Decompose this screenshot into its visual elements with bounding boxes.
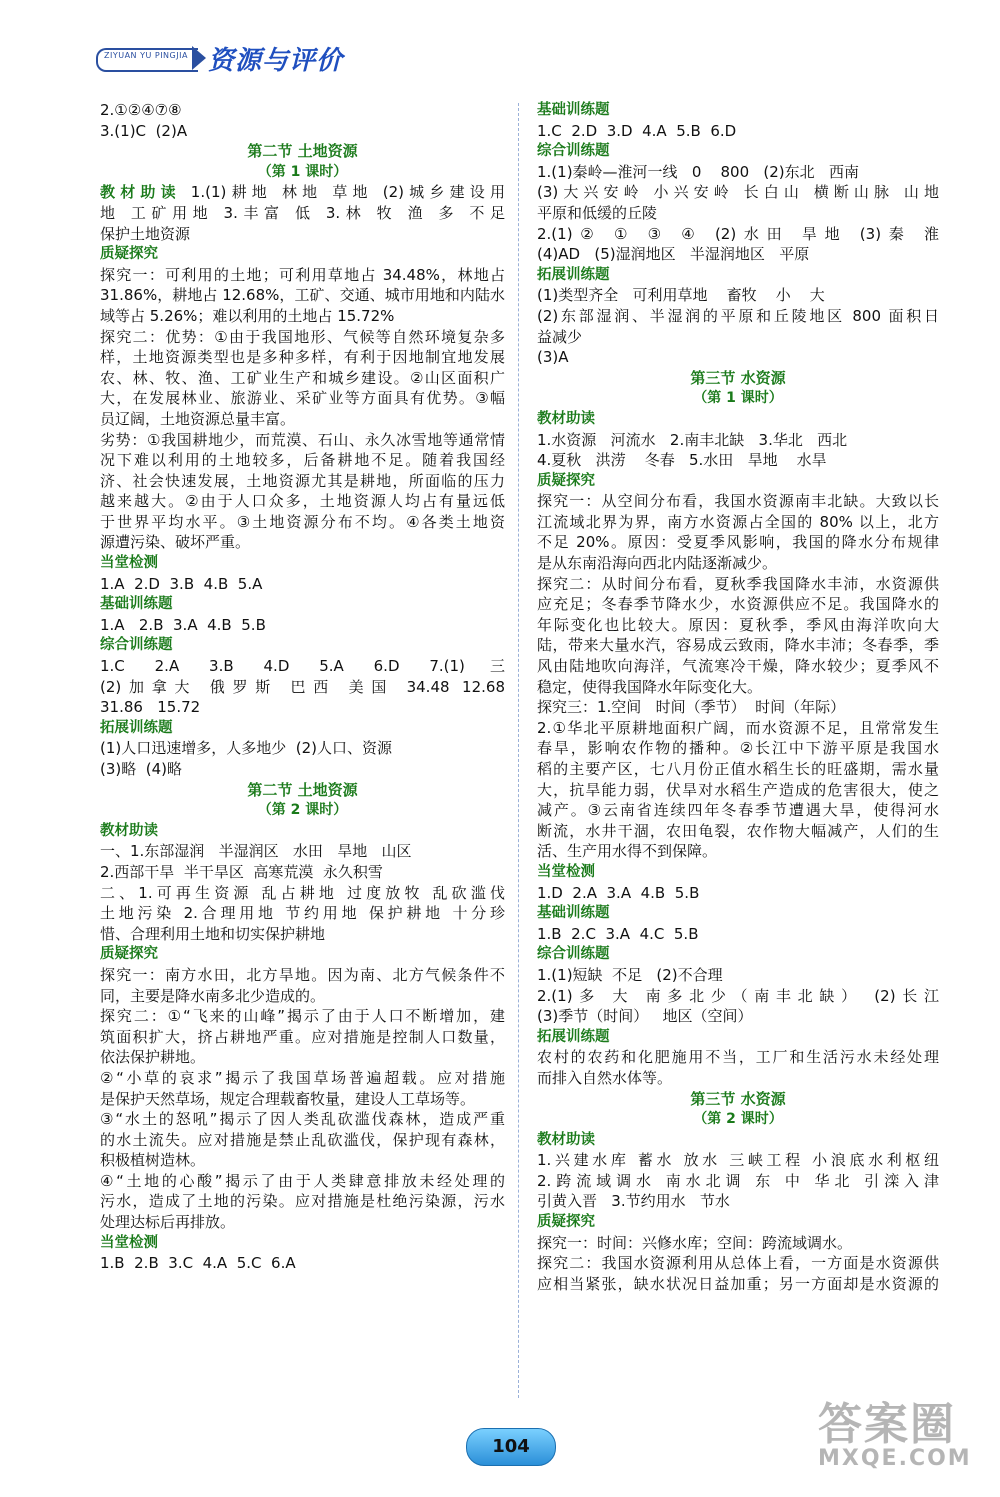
text-line: 1.A 2.D 3.B 4.B 5.A	[100, 574, 263, 593]
subsection-heading: 综合训练题	[537, 143, 610, 160]
text-line: 2.(1)多 大 南多北少（南丰北缺） (2)长江	[537, 986, 939, 1005]
text-line: (3)略 (4)略	[100, 760, 183, 778]
text-line: 济、社会快速发展，土地资源尤其是耕地，所面临的压力	[100, 471, 505, 490]
subsection-heading: 拓展训练题	[537, 266, 610, 283]
subsection-heading: 质疑探究	[537, 1214, 595, 1231]
text-line: 断流，水井干涸，农田龟裂，农作物大幅减产，人们的生	[537, 821, 939, 840]
subsection-heading: 拓展训练题	[100, 719, 173, 736]
subsection-heading: 质疑探究	[100, 946, 158, 963]
text-content: 1.(1)耕地 林地 草地 (2)城乡建设用	[180, 183, 505, 202]
text-line: 越来越大。②由于人口众多，土地资源人均占有量远低	[100, 492, 505, 511]
text-line: 的水土流失。应对措施是禁止乱砍滥伐，保护现有森林，	[100, 1130, 505, 1149]
text-line: 2.①华北平原耕地面积广阔，而水资源不足，且常常发生	[537, 718, 939, 737]
subsection-heading: 基础训练题	[537, 102, 610, 118]
subsection-heading: 教材助读	[537, 1131, 595, 1148]
header-pinyin: ZIYUAN YU PINGJIA	[104, 51, 188, 60]
text-line: 污水，造成了土地的污染。应对措施是杜绝污染源，污水	[100, 1192, 505, 1211]
text-line: 1.D 2.A 3.A 4.B 5.B	[537, 883, 700, 902]
text-line: 探究三：1.空间 时间（季节） 时间（年际）	[537, 698, 846, 717]
column-divider	[518, 103, 519, 1398]
text-line: 稻的主要产区，七八月份正值水稻生长的旺盛期，需水量	[537, 760, 939, 778]
subsection-heading: 基础训练题	[100, 596, 173, 613]
text-line: 31.86%，耕地占 12.68%，工矿、交通、城市用地和内陆水	[100, 286, 505, 305]
text-line: (4)AD (5)湿润地区 半湿润地区 平原	[537, 245, 810, 264]
text-line: 样，土地资源类型也是多种多样，有利于因地制宜地发展	[100, 348, 505, 367]
text-line: 应充足；冬春季节降水少，水资源供应不足。我国降水的	[537, 595, 939, 614]
page-header	[96, 36, 396, 80]
text-line: 陆，带来大量水汽，容易成云致雨，降水丰沛；冬春季，季	[537, 636, 939, 655]
text-line: 大，抗旱能力弱，伏旱对水稻生产造成的危害很大，使之	[537, 780, 939, 799]
right-column	[537, 100, 939, 1294]
text-line: (1)人口迅速增多，人多地少 (2)人口、资源	[100, 739, 393, 758]
text-line: 是从东南沿海向西北内陆逐渐减少。	[537, 554, 778, 573]
text-line: 31.86 15.72	[100, 698, 201, 717]
text-line: 江流域北界为界，南方水资源占全国的 80% 以上，北方	[537, 512, 939, 531]
text-line: 3.(1)C (2)A	[100, 121, 188, 140]
header-title: 资源与评价	[208, 46, 344, 76]
text-line: ③“水土的怒吼”揭示了因人类乱砍滥伐森林，造成严重	[100, 1110, 505, 1129]
text-line: 二、1.可再生资源 乱占耕地 过度放牧 乱砍滥伐	[100, 883, 505, 902]
text-line: 引黄入晋 3.节约用水 节水	[537, 1192, 730, 1211]
page-number: 104	[466, 1428, 556, 1466]
text-line: 2.跨流域调水 南水北调 东 中 华北 引滦入津	[537, 1171, 939, 1190]
text-line: 探究一：南方水田，北方旱地。因为南、北方气候条件不	[100, 965, 505, 984]
text-line: 益减少	[537, 327, 583, 346]
text-line: 于世界平均水平。③土地资源分布不均。④各类土地资	[100, 512, 505, 531]
text-line: 况下难以利用的土地较多，后备耕地不足。随着我国经	[100, 451, 505, 470]
text-line: 减产。③云南省连续四年冬春季节遭遇大旱，使得河水	[537, 801, 939, 820]
text-line: 保护土地资源	[100, 224, 191, 243]
subsection-heading: 基础训练题	[537, 905, 610, 922]
text-line: 积极植树造林。	[100, 1151, 206, 1170]
subsection-heading: 教材助读	[537, 410, 595, 427]
watermark-url: MXQE.COM	[818, 1446, 972, 1471]
text-line	[100, 182, 505, 203]
text-line: (2)加拿大 俄罗斯 巴西 美国 34.48 12.68	[100, 677, 505, 696]
text-line: 1.水资源 河流水 2.南丰北缺 3.华北 西北	[537, 430, 848, 449]
subsection-heading: 当堂检测	[100, 1234, 158, 1251]
watermark-logo	[818, 1388, 988, 1488]
text-line: 大，在发展林业、旅游业、采矿业等方面具有优势。③幅	[100, 389, 505, 408]
text-line: 4.夏秋 洪涝 冬春 5.水田 旱地 水旱	[537, 451, 827, 470]
text-line: (2)东部湿润、半湿润的平原和丘陵地区 800 面积日	[537, 306, 939, 325]
text-line: 农、林、牧、渔、工矿业生产和城乡建设。②山区面积广	[100, 368, 505, 387]
subsection-heading: 教材助读	[100, 822, 158, 839]
subsection-heading: 当堂检测	[100, 555, 158, 572]
text-line: ②“小草的哀求”揭示了我国草场普遍超载。应对措施	[100, 1068, 505, 1087]
left-column	[100, 100, 505, 1274]
text-line: 探究一：从空间分布看，我国水资源南丰北缺。大致以长	[537, 492, 939, 511]
subsection-heading: 教材助读	[100, 183, 181, 202]
text-line: 风由陆地吹向海洋，气流寒冷干燥，降水较少；夏季风不	[537, 657, 939, 676]
text-line: 活、生产用水得不到保障。	[537, 842, 718, 861]
text-line: (3)季节（时间） 地区（空间）	[537, 1007, 753, 1026]
text-line: 惜、合理利用土地和切实保护耕地	[100, 924, 326, 943]
text-line: 2.①②④⑦⑧	[100, 101, 182, 119]
section-title: 第二节 土地资源	[247, 780, 358, 799]
text-line: 探究二：从时间分布看，夏秋季我国降水丰沛，水资源供	[537, 574, 939, 593]
text-line: 1.A 2.B 3.A 4.B 5.B	[100, 615, 266, 634]
lesson-label: （第 2 课时）	[257, 802, 348, 819]
text-line: 1.(1)短缺 不足 (2)不合理	[537, 965, 723, 984]
watermark-text: 答案圈	[818, 1399, 956, 1450]
text-line: 稳定，使得我国降水年际变化大。	[537, 677, 763, 696]
text-line: 春旱，影响农作物的播种。②长江中下游平原是我国水	[537, 739, 939, 758]
text-line: (1)类型齐全 可利用草地 畜牧 小 大	[537, 286, 825, 305]
text-line: 平原和低缓的丘陵	[537, 203, 658, 222]
subsection-heading: 质疑探究	[100, 246, 158, 263]
subsection-heading: 综合训练题	[537, 946, 610, 963]
text-line: 依法保护耕地。	[100, 1048, 206, 1067]
text-line: 不足 20%。原因：受夏季风影响，我国的降水分布规律	[537, 533, 939, 552]
text-line: (3)大兴安岭 小兴安岭 长白山 横断山脉 山地	[537, 183, 939, 202]
subsection-heading: 当堂检测	[537, 863, 595, 880]
lesson-label: （第 2 课时）	[693, 1111, 783, 1128]
text-line: 是保护天然草场，规定合理载畜牧量，建设人工草场等。	[100, 1089, 476, 1108]
arrow-icon	[192, 46, 206, 70]
text-line: 劣势：①我国耕地少，而荒漠、石山、永久冰雪地等通常情	[100, 430, 505, 449]
text-line: 1.B 2.B 3.C 4.A 5.C 6.A	[100, 1254, 296, 1273]
text-line: 同，主要是降水南多北少造成的。	[100, 986, 326, 1005]
text-line: 探究一：时间：兴修水库；空间：跨流域调水。	[537, 1233, 853, 1252]
text-line: 探究二：我国水资源利用从总体上看，一方面是水资源供	[537, 1254, 939, 1273]
lesson-label: （第 1 课时）	[693, 390, 783, 407]
lesson-label: （第 1 课时）	[257, 163, 348, 180]
section-title: 第二节 土地资源	[247, 142, 358, 161]
section-title: 第三节 水资源	[690, 1089, 786, 1108]
text-line: 年际变化也比较大。原因：夏秋季，季风由海洋吹向大	[537, 615, 939, 634]
text-line: 土地污染 2.合理用地 节约用地 保护耕地 十分珍	[100, 904, 505, 923]
subsection-heading: 质疑探究	[537, 472, 595, 489]
text-line: 而排入自然水体等。	[537, 1068, 673, 1087]
text-line: ④“土地的心酸”揭示了由于人类肆意排放未经处理的	[100, 1171, 505, 1190]
text-line: 1.C 2.D 3.D 4.A 5.B 6.D	[537, 121, 737, 140]
subsection-heading: 综合训练题	[100, 637, 173, 654]
text-line: 探究二：①“飞来的山峰”揭示了由于人口不断增加，建	[100, 1007, 505, 1026]
text-line: 1.兴建水库 蓄水 放水 三峡工程 小浪底水利枢纽	[537, 1151, 939, 1170]
subsection-heading: 拓展训练题	[537, 1028, 610, 1045]
text-line: 1.C 2.A 3.B 4.D 5.A 6.D 7.(1)三	[100, 657, 505, 676]
text-line: 探究二：优势：①由于我国地形、气候等自然环境复杂多	[100, 327, 505, 346]
text-line: 员辽阔，土地资源总量丰富。	[100, 409, 296, 428]
text-line: 一、1.东部湿润 半湿润区 水田 旱地 山区	[100, 842, 412, 861]
text-line: 应相当紧张，缺水状况日益加重；另一方面却是水资源的	[537, 1274, 939, 1293]
text-line: 地 工矿用地 3.丰富 低 3.林 牧 渔 多 不足	[100, 203, 505, 222]
text-line: 2.西部干旱 半干旱区 高寒荒漠 永久积雪	[100, 862, 383, 881]
text-line: 1.B 2.C 3.A 4.C 5.B	[537, 924, 699, 943]
text-line: 2.(1)② ① ③ ④ (2)水田 旱地 (3)秦 淮	[537, 224, 939, 243]
text-line: 1.(1)秦岭—淮河一线 0 800 (2)东北 西南	[537, 162, 859, 181]
text-line: 处理达标后再排放。	[100, 1213, 236, 1232]
text-line: 农村的农药和化肥施用不当，工厂和生活污水未经处理	[537, 1048, 939, 1067]
text-line: 源遭污染、破坏严重。	[100, 533, 251, 552]
text-line: 筑面积扩大，挤占耕地严重。应对措施是控制人口数量，	[100, 1027, 505, 1046]
text-line: 探究一：可利用的土地；可利用草地占 34.48%，林地占	[100, 265, 505, 284]
text-line: 域等占 5.26%；难以利用的土地占 15.72%	[100, 306, 395, 325]
text-line: (3)A	[537, 348, 569, 367]
section-title: 第三节 水资源	[690, 368, 786, 387]
